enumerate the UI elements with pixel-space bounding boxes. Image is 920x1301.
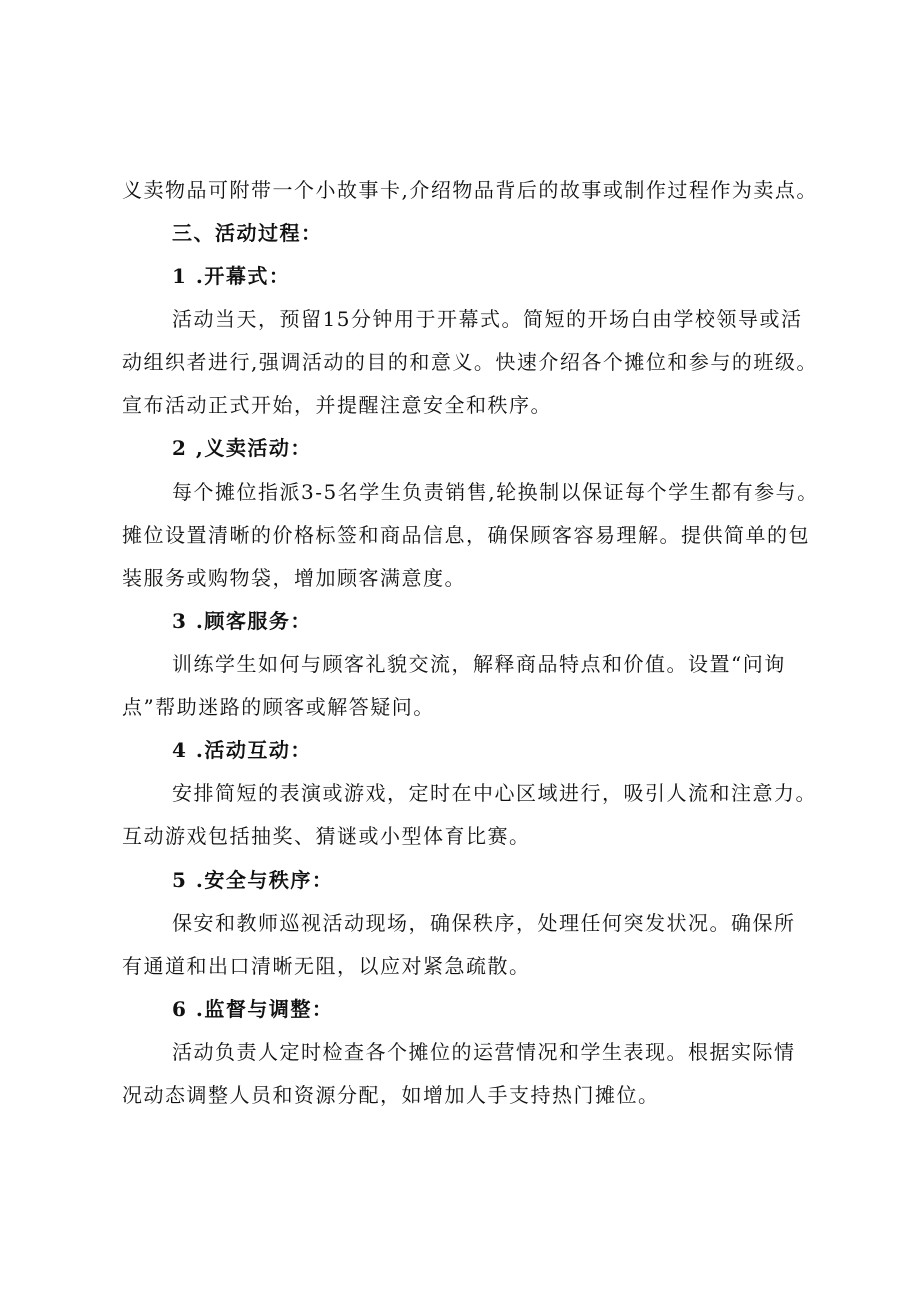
step-heading-interaction: 4 .活动互动： [172, 738, 312, 762]
step-text-line: 有通道和出口清晰无阻，以应对紧急疏散。 [122, 954, 531, 978]
step-heading-safety: 5 .安全与秩序： [172, 868, 334, 892]
step-heading-customer-service: 3 .顾客服务： [172, 609, 312, 633]
step-text-line: 训练学生如何与顾客礼貌交流，解释商品特点和价值。设置“问询 [172, 652, 786, 676]
step-text-line: 活动负责人定时检查各个摊位的运营情况和学生表现。根据实际情 [172, 1040, 796, 1064]
step-text-line: 保安和教师巡视活动现场，确保秩序，处理任何突发状况。确保所 [172, 911, 796, 935]
step-text-line: 动组织者进行,强调活动的目的和意义。快速介绍各个摊位和参与的班级。 [122, 350, 818, 374]
step-text-line: 装服务或购物袋，增加顾客满意度。 [122, 566, 466, 590]
step-text-line: 安排简短的表演或游戏，定时在中心区域进行，吸引人流和注意力。 [172, 781, 817, 805]
step-text-line: 点”帮助迷路的顾客或解答疑问。 [122, 695, 435, 719]
section-title: 三、活动过程： [172, 221, 323, 245]
step-text-line: 摊位设置清晰的价格标签和商品信息，确保顾客容易理解。提供简单的包 [122, 523, 810, 547]
step-heading-supervision: 6 .监督与调整： [172, 997, 334, 1021]
step-text-line: 况动态调整人员和资源分配，如增加人手支持热门摊位。 [122, 1083, 660, 1107]
step-text-line: 互动游戏包括抽奖、猜谜或小型体育比赛。 [122, 824, 531, 848]
step-text-line: 每个摊位指派3-5名学生负责销售,轮换制以保证每个学生都有参与。 [172, 480, 819, 504]
intro-line: 义卖物品可附带一个小故事卡,介绍物品背后的故事或制作过程作为卖点。 [122, 178, 818, 202]
step-heading-charity-sale: 2 ,义卖活动： [172, 436, 312, 460]
step-text-line: 活动当天，预留15分钟用于开幕式。简短的开场白由学校领导或活 [172, 307, 803, 331]
step-heading-opening: 1 .开幕式： [172, 264, 291, 288]
step-text-line: 宣布活动正式开始，并提醒注意安全和秩序。 [122, 393, 552, 417]
